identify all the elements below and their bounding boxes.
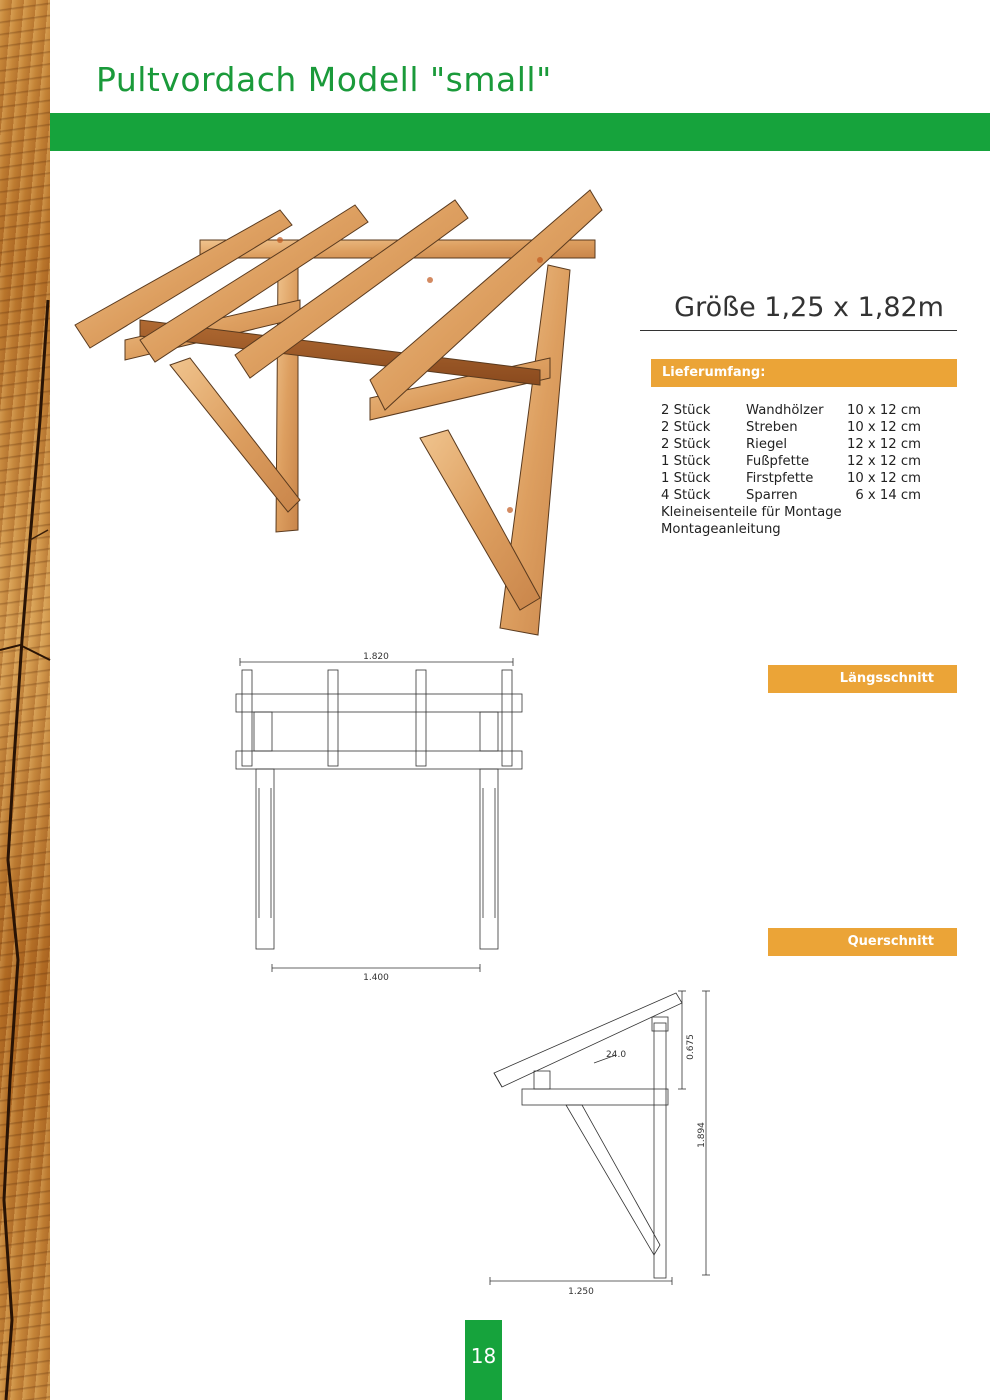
page-number: 18 [470,1344,497,1368]
list-item [661,453,961,470]
dim-top-width: 1.820 [363,652,389,662]
item-dim: 10 x 12 cm [846,403,921,418]
item-dim: 10 x 12 cm [846,471,921,486]
item-dim: 6 x 14 cm [855,488,921,503]
item-qty: 1 Stück [661,471,711,486]
section-querschnitt: Querschnitt [768,928,957,956]
item-qty: 1 Stück [661,454,711,469]
item-dim: 12 x 12 cm [846,437,921,452]
list-item [661,402,961,419]
item-qty: 4 Stück [661,488,711,503]
delivery-list [661,402,961,504]
list-item [661,487,961,504]
item-name: Riegel [746,437,788,452]
item-qty: 2 Stück [661,403,711,418]
item-name: Fußpfette [746,454,810,469]
list-item [661,436,961,453]
header-bar [50,113,990,151]
dim-bottom-width: 1.400 [363,973,389,983]
size-heading: Größe 1,25 x 1,82m [674,292,944,323]
list-item [661,470,961,487]
item-qty: 2 Stück [661,420,711,435]
dim-angle: 24.0 [606,1050,627,1060]
item-name: Sparren [746,488,798,503]
dim-total-height: 1.894 [697,1122,707,1148]
item-qty: 2 Stück [661,437,711,452]
item-name: Streben [746,420,798,435]
item-name: Wandhölzer [746,403,824,418]
size-underline [640,330,957,331]
list-item [661,419,961,436]
querschnitt-drawing [486,985,726,1295]
delivery-extra-manual: Montageanleitung [661,522,781,537]
dim-upper-height: 0.675 [686,1034,696,1060]
delivery-heading: Lieferumfang: [651,359,957,387]
laengsschnitt-drawing [228,648,538,988]
item-dim: 12 x 12 cm [846,454,921,469]
item-name: Firstpfette [746,471,814,486]
dim-depth: 1.250 [568,1287,594,1297]
page-title: Pultvordach Modell "small" [96,60,552,99]
canopy-illustration [70,180,570,640]
delivery-extra-hardware: Kleineisenteile für Montage [661,505,842,520]
wood-crack-decoration [0,0,50,1400]
section-laengsschnitt: Längsschnitt [768,665,957,693]
item-dim: 10 x 12 cm [846,420,921,435]
